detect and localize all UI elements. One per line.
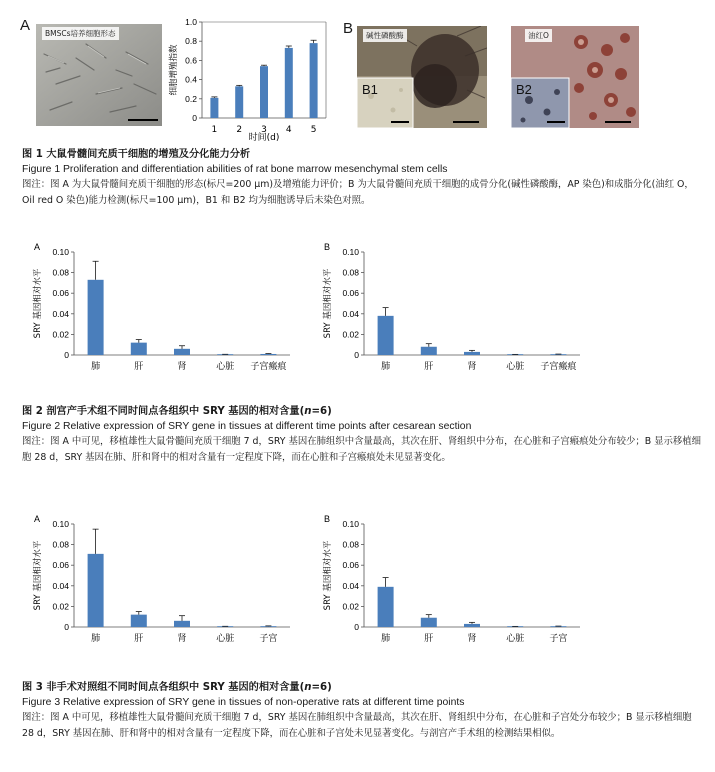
- fig3b-bar: [378, 587, 394, 627]
- fig3-caption-cn-text: 图 3 非手术对照组不同时间点各组织中 SRY 基因的相对含量(: [22, 682, 305, 693]
- scale-bar: [391, 121, 409, 123]
- fig2b-y-label: SRY 基因相对水平: [323, 268, 333, 339]
- chart-fig3a: [20, 512, 310, 660]
- fig3b-panel-letter: B: [324, 514, 331, 524]
- fig2a-x-tick-label: 肺: [91, 362, 101, 372]
- scale-bar: [605, 121, 631, 123]
- fig3-caption-cn-end: =6): [311, 682, 332, 693]
- fig2a-x-tick-label: 肝: [134, 362, 144, 372]
- fig2-caption-cn: [22, 404, 702, 419]
- fig1a-bar: [310, 43, 318, 118]
- fig3a-x-tick-label: 肝: [134, 634, 144, 644]
- fig2a-x-tick-label: 肾: [177, 362, 187, 372]
- fig2b-panel-letter: B: [324, 242, 331, 252]
- fig2b-y-tick-label: 0: [354, 350, 359, 360]
- fig3a-bar: [260, 626, 276, 627]
- fig3b-x-tick-label: 心脏: [506, 634, 525, 644]
- fig2-caption: [22, 404, 702, 465]
- fig2b-x-tick-label: 肾: [467, 362, 477, 372]
- fig3a-y-tick-label: 0.02: [52, 601, 69, 612]
- fig3a-x-tick-label: 子宫: [259, 634, 278, 644]
- fig3a-x-tick-label: 肺: [91, 634, 101, 644]
- fig3-caption-note: 图注：图 A 中可见，移植雄性大鼠骨髓间充质干细胞 7 d，SRY 基因在肺组织中含量最高，其次在肝、肾组织中分布，在心脏和子宫处分布较少；B 显示移植细胞 28 d，SRY 基因在肺、肝和肾中的相对含量有一定程度下降，而在心脏和子宫处未见显著变化。与剖宫产手术组的检测结果相似。: [22, 712, 692, 739]
- fig2b-chart-group: [322, 242, 580, 372]
- inset-b2-label: B2: [516, 82, 532, 97]
- fig2b-x-tick-label: 肺: [381, 362, 391, 372]
- fig1a-bar: [210, 98, 218, 118]
- fig3a-bar: [131, 615, 147, 627]
- ap-stain-micrograph: [357, 26, 487, 128]
- fig3b-y-label: SRY 基因相对水平: [323, 540, 333, 611]
- fig2a-y-tick-label: 0.08: [52, 267, 69, 278]
- fig3a-y-label: SRY 基因相对水平: [33, 540, 43, 611]
- fig2a-bar: [131, 343, 147, 355]
- fig2b-y-tick-label: 0.06: [342, 288, 359, 299]
- fig1a-y-tick-label: 0.2: [185, 93, 197, 104]
- fig3a-y-tick-label: 0: [64, 622, 69, 632]
- fig1a-bar: [260, 66, 268, 118]
- oil-red-label: 油红O: [525, 29, 552, 42]
- fig3a-bar: [88, 554, 104, 627]
- fig2a-bar: [88, 280, 104, 355]
- bmsc-micrograph-label: BMSCs培养细胞形态: [42, 27, 119, 40]
- fig1a-bar: [235, 86, 243, 118]
- scale-bar: [128, 119, 158, 121]
- chart-fig3b: [310, 512, 600, 660]
- fig1-panel-b-letter: B: [343, 20, 354, 37]
- fig1a-x-tick-label: 4: [285, 125, 292, 135]
- fig1a-y-tick-label: 1.0: [185, 17, 197, 27]
- fig2-caption-en: Figure 2 Relative expression of SRY gene in tissues at different time points after cesarean section: [22, 421, 472, 432]
- fig3a-y-tick-label: 0.08: [52, 539, 69, 550]
- fig2b-y-tick-label: 0.08: [342, 267, 359, 278]
- fig2a-y-tick-label: 0.04: [52, 308, 69, 319]
- fig3a-bar: [174, 621, 190, 627]
- fig2a-bar: [260, 354, 276, 355]
- fig2-caption-note: 图注：图 A 中可见，移植雄性大鼠骨髓间充质干细胞 7 d，SRY 基因在肺组织中含量最高，其次在肝、肾组织中分布，在心脏和子宫瘢痕处分布较少；B 显示移植细胞 28 d，SRY 基因在肺、肝和肾中的相对含量有一定程度下降，而在心脏和子宫瘢痕处未见显著变化。: [22, 436, 701, 463]
- fig2b-x-tick-label: 肝: [424, 362, 434, 372]
- fig3a-x-tick-label: 肾: [177, 634, 187, 644]
- fig1a-bar: [285, 48, 293, 118]
- fig2a-y-tick-label: 0.06: [52, 288, 69, 299]
- fig2b-x-tick-label: 子宫瘢痕: [540, 362, 577, 372]
- fig2b-y-tick-label: 0.04: [342, 308, 359, 319]
- fig2b-bar: [378, 316, 394, 355]
- fig2a-chart-group: [32, 242, 290, 372]
- fig3a-y-tick-label: 0.06: [52, 560, 69, 571]
- fig1a-x-tick-label: 3: [261, 125, 267, 135]
- fig1a-x-label: 时间(d): [248, 133, 280, 143]
- fig3b-y-tick-label: 0.08: [342, 539, 359, 550]
- fig3a-x-tick-label: 心脏: [216, 634, 235, 644]
- fig2b-x-tick-label: 心脏: [506, 362, 525, 372]
- fig2a-x-tick-label: 子宫瘢痕: [250, 362, 287, 372]
- fig3a-y-tick-label: 0.10: [52, 519, 69, 529]
- fig1a-y-tick-label: 0: [192, 113, 197, 123]
- fig3b-bar: [464, 624, 480, 627]
- fig3b-chart-group: [322, 514, 580, 644]
- fig1a-chart-group: [168, 17, 326, 143]
- fig3-caption-cn: [22, 680, 702, 695]
- scale-bar: [547, 121, 565, 123]
- ap-stain-label: 碱性磷酸酶: [363, 29, 407, 42]
- chart-fig1a: [166, 12, 334, 144]
- fig3b-y-tick-label: 0.02: [342, 601, 359, 612]
- fig2-caption-cn-text: 图 2 剖宫产手术组不同时间点各组织中 SRY 基因的相对含量(: [22, 406, 305, 417]
- fig1-caption-cn: 图 1 大鼠骨髓间充质干细胞的增殖及分化能力分析: [22, 149, 251, 160]
- fig1-caption: [22, 147, 702, 208]
- fig3b-y-tick-label: 0.04: [342, 580, 359, 591]
- fig3b-y-tick-label: 0: [354, 622, 359, 632]
- fig1a-y-tick-label: 0.8: [185, 36, 197, 47]
- fig2b-bar: [464, 352, 480, 355]
- fig3b-y-tick-label: 0.10: [342, 519, 359, 529]
- fig3-caption-n: n: [304, 682, 312, 693]
- fig1a-y-tick-label: 0.4: [185, 74, 197, 85]
- fig2b-y-tick-label: 0.10: [342, 247, 359, 257]
- fig3a-chart-group: [32, 514, 290, 644]
- fig3a-panel-letter: A: [34, 514, 41, 524]
- fig2a-y-tick-label: 0.02: [52, 329, 69, 340]
- fig3b-x-tick-label: 肾: [467, 634, 477, 644]
- fig1-panel-a-letter: A: [20, 17, 31, 34]
- fig3a-y-tick-label: 0.04: [52, 580, 69, 591]
- oil-red-micrograph: [511, 26, 639, 128]
- fig3-caption-en: Figure 3 Relative expression of SRY gene in tissues of non-operative rats at different time points: [22, 697, 465, 708]
- fig1a-x-tick-label: 2: [236, 125, 243, 135]
- fig3b-y-tick-label: 0.06: [342, 560, 359, 571]
- fig2a-panel-letter: A: [34, 242, 41, 252]
- inset-b1-label: B1: [362, 82, 378, 97]
- fig3b-x-tick-label: 肝: [424, 634, 434, 644]
- fig2-caption-cn-end: =6): [311, 406, 332, 417]
- bmsc-micrograph: [36, 24, 162, 126]
- chart-fig2b: [310, 240, 600, 388]
- fig2-caption-n: n: [304, 406, 312, 417]
- fig2a-y-tick-label: 0.10: [52, 247, 69, 257]
- fig1a-y-label: 细胞增殖指数: [169, 44, 179, 96]
- fig2b-bar: [421, 347, 437, 355]
- fig1a-x-tick-label: 1: [211, 125, 218, 135]
- fig1-caption-note: 图注：图 A 为大鼠骨髓间充质干细胞的形态(标尺=200 μm)及增殖能力评价；B 为大鼠骨髓间充质干细胞的成骨分化(碱性磷酸酶，AP 染色)和成脂分化(油红 O，Oil red O 染色)能力检测(标尺=100 μm)，B1 和 B2 均为细胞诱导后未染色对照。: [22, 179, 694, 206]
- chart-fig2a: [20, 240, 310, 388]
- fig3b-x-tick-label: 肺: [381, 634, 391, 644]
- fig2a-y-label: SRY 基因相对水平: [33, 268, 43, 339]
- fig1a-x-tick-label: 5: [310, 125, 317, 135]
- fig2b-y-tick-label: 0.02: [342, 329, 359, 340]
- fig1-caption-en: Figure 1 Proliferation and differentiation abilities of rat bone marrow mesenchymal stem cells: [22, 164, 448, 175]
- fig2a-bar: [174, 349, 190, 355]
- fig2a-y-tick-label: 0: [64, 350, 69, 360]
- fig3b-x-tick-label: 子宫: [549, 634, 568, 644]
- scale-bar: [453, 121, 479, 123]
- fig1a-y-tick-label: 0.6: [185, 55, 197, 66]
- fig3-caption: [22, 680, 702, 741]
- fig3b-bar: [421, 618, 437, 627]
- fig2a-x-tick-label: 心脏: [216, 362, 235, 372]
